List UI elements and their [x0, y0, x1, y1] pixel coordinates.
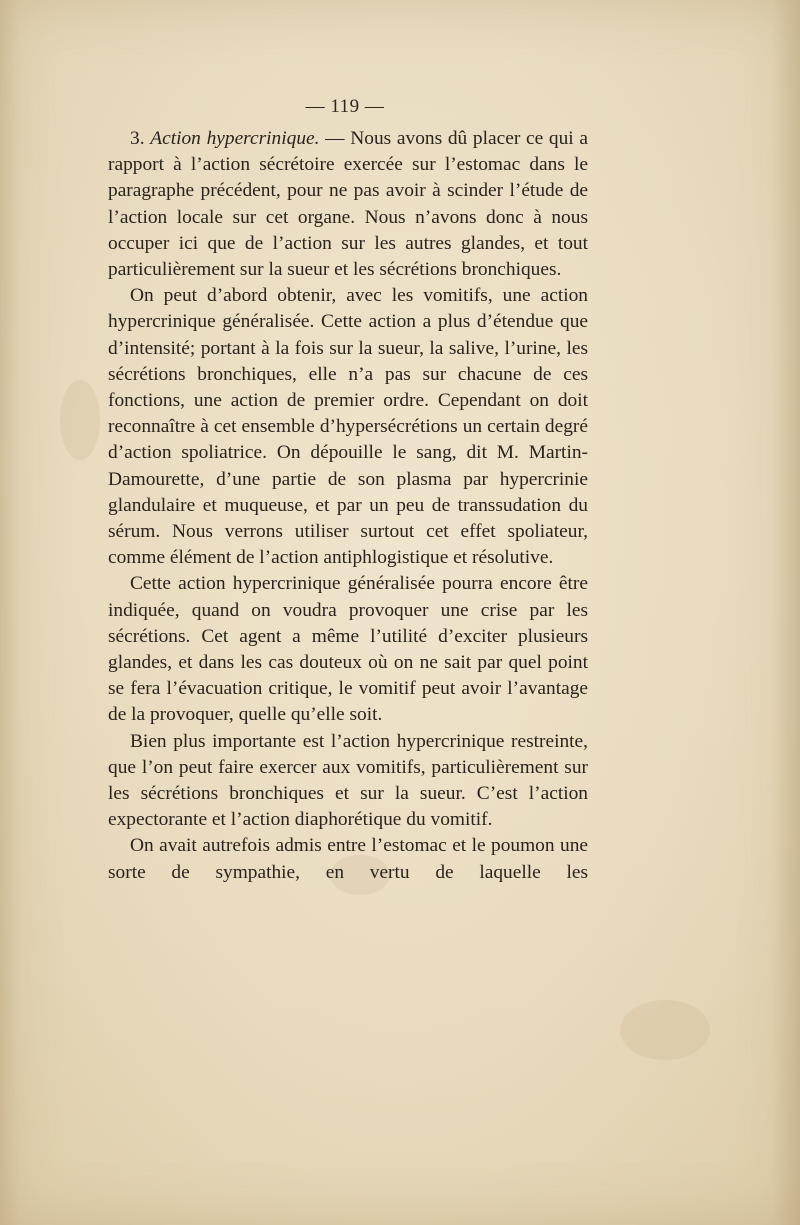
- paper-stain: [620, 1000, 710, 1060]
- body-text: [108, 126, 588, 886]
- paragraph: On peut d’abord obtenir, avec les vomitifs, une action hypercrinique généralisée. Cette action a plus d’étendue que d’intensité; portant à la fois sur la sueur, la salive, l’urine, les sécrétions bronchiques, elle n’a pas sur chacune de ces fonctions, une action de premier ordre. Cependant on doit reconnaître à cet ensemble d’hypersécrétions un certain degré d’action spoliatrice. On dépouille le sang, dit M. Martin-Damourette, d’une partie de son plasma par hypercrinie glandulaire et muqueuse, et par un peu de transsudation du sérum. Nous verrons utiliser surtout cet effet spoliateur, comme élément de l’action antiphlogistique et résolutive.: [108, 285, 588, 569]
- section-title: Action hypercrinique.: [150, 128, 320, 149]
- section-number: 3.: [130, 128, 151, 149]
- paragraph: On avait autrefois admis entre l’estomac et le poumon une sorte de sympathie, en vertu de laquelle les: [108, 835, 588, 883]
- paragraph-action-hypercrinique: [108, 126, 588, 283]
- page-edge-shadow-left: [0, 0, 20, 1225]
- paper-stain: [60, 380, 100, 460]
- paragraph: Bien plus importante est l’action hypercrinique restreinte, que l’on peut faire exercer aux vomitifs, particulièrement sur les sécrétions bronchiques et sur la sueur. C’est l’action expectorante et l’action diaphorétique du vomitif.: [108, 730, 588, 831]
- page-number: — 119 —: [305, 96, 385, 117]
- paragraph: Cette action hypercrinique généralisée pourra encore être indiquée, quand on voudra provoquer une crise par les sécrétions. Cet agent a même l’utilité d’exciter plusieurs glandes, et dans les cas douteux où on ne sait par quel point se fera l’évacuation critique, le vomitif peut avoir l’avantage de la provoquer, quelle qu’elle soit.: [108, 573, 588, 726]
- page-edge-shadow-right: [772, 0, 800, 1225]
- paragraph-text: — Nous avons dû placer ce qui a rapport à l’action sécrétoire exercée sur l’estomac dans le paragraphe précédent, pour ne pas avoir à scinder l’étude de l’action locale sur cet organe. Nous n’avons donc à nous occuper ici que de l’action sur les autres glandes, et tout particulièrement sur la sueur et les sécrétions bronchiques.: [108, 128, 588, 281]
